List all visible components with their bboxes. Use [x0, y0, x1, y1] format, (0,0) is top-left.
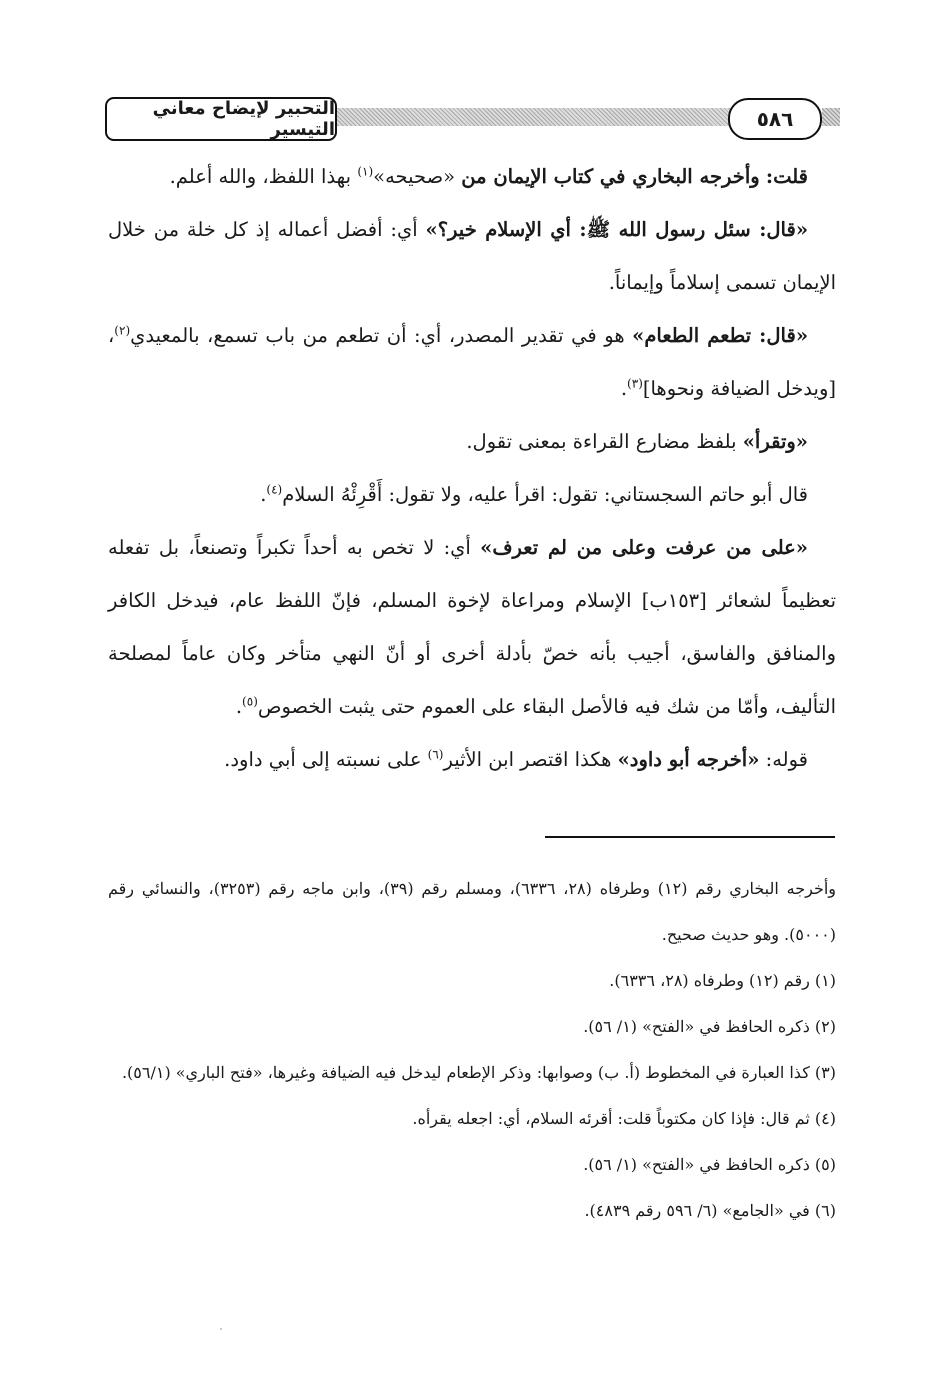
paragraph-7: [108, 733, 836, 786]
p4-bold: «وتقرأ»: [742, 430, 808, 453]
paragraph-1: [108, 150, 836, 203]
p3-bold: «قال: تطعم الطعام»: [632, 324, 809, 347]
footnote-ref-2: (٢): [114, 323, 131, 338]
paragraph-2: [108, 203, 836, 309]
footnote-ref-3: (٣): [627, 376, 643, 391]
p7-bold: «أخرجه أبو داود»: [617, 748, 760, 771]
p7-text-a: هكذا اقتصر ابن الأثير: [443, 748, 612, 771]
p4-text: بلفظ مضارع القراءة بمعنى تقول.: [466, 430, 737, 453]
main-text: [108, 150, 836, 786]
p3-text-a: هو في تقدير المصدر، أي: أن تطعم من باب تسمع، بالمعيدي: [130, 324, 625, 347]
p1-bold: وأخرجه البخاري في كتاب الإيمان من: [461, 165, 760, 188]
p6-bold: «على من عرفت وعلى من لم تعرف»: [480, 536, 808, 559]
p3-text-b: ، [ويدخل الضيافة ونحوها]: [108, 324, 836, 400]
p7-text-b: على نسبته إلى أبي داود.: [224, 748, 422, 771]
p2-text: أي: أفضل أعماله إذ كل خلة من خلال الإيمان تسمى إسلاماً وإيماناً.: [108, 218, 836, 294]
footnote-ref-1: (١): [357, 164, 374, 179]
footnote-ref-5: (٥): [242, 694, 258, 709]
footnote-1: (١) رقم (١٢) وطرفاه (٢٨، ٦٣٣٦).: [609, 971, 836, 990]
p3-end: .: [620, 377, 628, 400]
p6-text: أي: لا تخص به أحداً تكبراً وتصنعاً، بل تفعله تعظيماً لشعائر [١٥٣ب] الإسلام ومراعاة لإخوة المسلم، فإنّ اللفظ عام، فيدخل الكافر والمنافق والفاسق، أجيب بأنه خصّ بأدلة أخرى أو أنّ النهي متأخر وكان عاماً لمصلحة التأليف، وأمّا من شك فيه فالأصل البقاء على العموم حتى يثبت الخصوص: [108, 536, 836, 718]
p5-text: قال أبو حاتم السجستاني: تقول: اقرأ عليه، ولا تقول: أَقْرِئْهُ السلام: [282, 483, 808, 506]
paragraph-3: [108, 309, 836, 415]
p7-lead: قوله:: [765, 748, 808, 771]
p1-text-a: «صحيحه»: [373, 165, 456, 188]
footnote-separator: [545, 836, 835, 838]
scan-speck: [220, 1328, 222, 1330]
footnote-3: (٣) كذا العبارة في المخطوط (أ. ب) وصوابها: وذكر الإطعام ليدخل فيه الضيافة وغيرها، «فتح الباري» (٥٦/١).: [121, 1063, 836, 1082]
p1-lead: قلت:: [765, 165, 808, 188]
footnote-2: (٢) ذكره الحافظ في «الفتح» (١/ ٥٦).: [583, 1017, 836, 1036]
header-ornament-band: [330, 108, 745, 126]
footnote-4: (٤) ثم قال: فإذا كان مكتوباً قلت: أقرئه السلام، أي: اجعله يقرأه.: [412, 1109, 836, 1128]
p1-text-b: بهذا اللفظ، والله أعلم.: [169, 165, 352, 188]
footnotes: [108, 866, 836, 1234]
footnote-5: (٥) ذكره الحافظ في «الفتح» (١/ ٥٦).: [583, 1155, 836, 1174]
footnote-6: (٦) في «الجامع» (٦/ ٥٩٦ رقم ٤٨٣٩).: [584, 1201, 836, 1220]
footnote-ref-4: (٤): [266, 482, 283, 497]
paragraph-5: [108, 468, 836, 521]
p6-end: .: [235, 695, 243, 718]
header-ornament-tail: [822, 108, 840, 126]
book-title: التحبير لإيضاح معاني التيسير: [105, 97, 337, 141]
page-number: ٥٨٦: [728, 98, 822, 140]
p2-bold: «قال: سئل رسول الله ﷺ: أي الإسلام خير؟»: [425, 218, 809, 241]
running-header: [105, 93, 840, 145]
paragraph-4: [108, 415, 836, 468]
p5-end: .: [260, 483, 267, 506]
footnote-0: وأخرجه البخاري رقم (١٢) وطرفاه (٢٨، ٦٣٣٦)، ومسلم رقم (٣٩)، وابن ماجه رقم (٣٢٥٣)، والنسائي رقم (٥٠٠٠). وهو حديث صحيح.: [108, 879, 836, 944]
footnote-ref-6: (٦): [427, 747, 444, 762]
paragraph-6: [108, 521, 836, 733]
